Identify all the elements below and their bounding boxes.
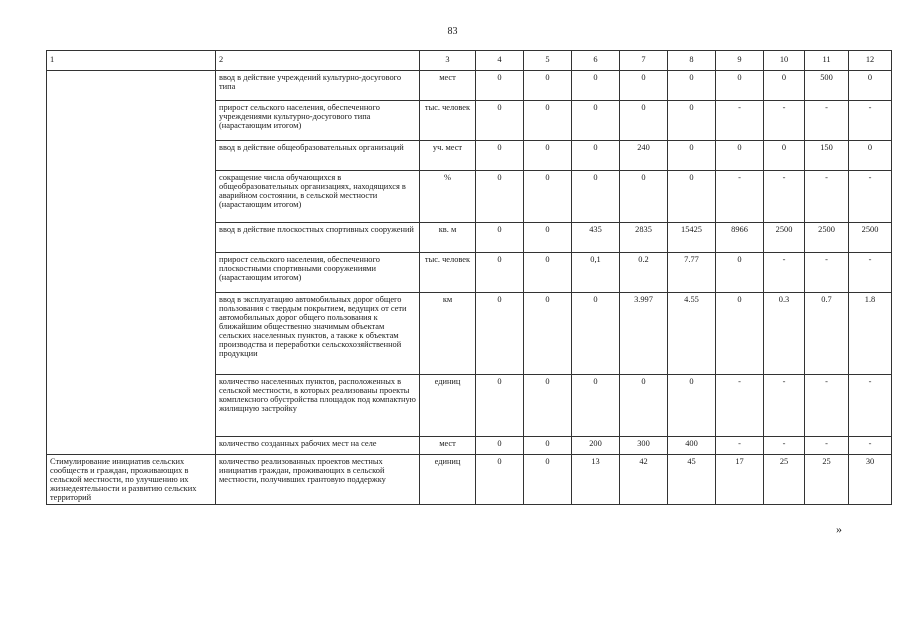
value-cell-col-12: - [849, 375, 892, 437]
value-cell-col-11: - [805, 253, 849, 293]
value-cell-col-4: 0 [476, 293, 524, 375]
value-cell-col-6: 0 [572, 293, 620, 375]
value-cell-col-4: 0 [476, 141, 524, 171]
value-cell-col-12: - [849, 437, 892, 455]
value-cell-col-12: - [849, 171, 892, 223]
value-cell-col-9: 0 [716, 71, 764, 101]
header-cell-5: 5 [524, 51, 572, 71]
value-cell-col-12: 0 [849, 141, 892, 171]
indicators-table [46, 50, 892, 505]
value-cell-col-11: - [805, 437, 849, 455]
unit-cell: км [420, 293, 476, 375]
value-cell-col-6: 0 [572, 71, 620, 101]
value-cell-col-4: 0 [476, 375, 524, 437]
table-row [47, 71, 892, 101]
value-cell-col-4: 0 [476, 171, 524, 223]
unit-cell: единиц [420, 375, 476, 437]
value-cell-col-4: 0 [476, 253, 524, 293]
indicator-name: прирост сельского населения, обеспеченного плоскостными спортивными сооружениями (нарастающим итогом) [216, 253, 420, 293]
value-cell-col-11: 500 [805, 71, 849, 101]
header-cell-6: 6 [572, 51, 620, 71]
unit-cell: тыс. человек [420, 101, 476, 141]
header-row [47, 51, 892, 71]
value-cell-col-8: 7.77 [668, 253, 716, 293]
value-cell-col-7: 0 [620, 101, 668, 141]
value-cell-col-8: 0 [668, 141, 716, 171]
value-cell-col-7: 3.997 [620, 293, 668, 375]
value-cell-col-7: 240 [620, 141, 668, 171]
value-cell-col-6: 0 [572, 171, 620, 223]
page-number: 83 [447, 26, 458, 37]
value-cell-col-8: 0 [668, 375, 716, 437]
closing-quote-mark: » [836, 522, 842, 536]
indicator-name: ввод в действие учреждений культурно-досугового типа [216, 71, 420, 101]
value-cell-col-5: 0 [524, 223, 572, 253]
value-cell-col-5: 0 [524, 253, 572, 293]
value-cell-col-8: 0 [668, 101, 716, 141]
unit-cell: мест [420, 71, 476, 101]
value-cell-col-5: 0 [524, 293, 572, 375]
value-cell-col-4: 0 [476, 437, 524, 455]
value-cell-col-12: 2500 [849, 223, 892, 253]
value-cell-col-9: - [716, 171, 764, 223]
indicator-name: количество населенных пунктов, расположенных в сельской местности, в которых реализованы проекты комплексного обустройства площадок под компактную жилищную застройку [216, 375, 420, 437]
value-cell-col-10: 2500 [764, 223, 805, 253]
value-cell-col-5: 0 [524, 455, 572, 505]
value-cell-col-10: 0 [764, 141, 805, 171]
unit-cell: % [420, 171, 476, 223]
unit-cell: единиц [420, 455, 476, 505]
value-cell-col-5: 0 [524, 101, 572, 141]
value-cell-col-9: 17 [716, 455, 764, 505]
value-cell-col-10: 0.3 [764, 293, 805, 375]
value-cell-col-4: 0 [476, 101, 524, 141]
header-cell-7: 7 [620, 51, 668, 71]
value-cell-col-8: 0 [668, 171, 716, 223]
indicator-name: ввод в эксплуатацию автомобильных дорог общего пользования с твердым покрытием, ведущих от сети автомобильных дорог общего пользования к ближайшим общественно значимым объектам сельских населенных пунктов, а также к объектам производства и переработки сельскохозяйственной продукции [216, 293, 420, 375]
value-cell-col-11: - [805, 101, 849, 141]
value-cell-col-10: 25 [764, 455, 805, 505]
value-cell-col-6: 0 [572, 375, 620, 437]
header-cell-12: 12 [849, 51, 892, 71]
header-cell-4: 4 [476, 51, 524, 71]
header-cell-1: 1 [47, 51, 216, 71]
value-cell-col-11: 2500 [805, 223, 849, 253]
value-cell-col-8: 15425 [668, 223, 716, 253]
value-cell-col-7: 0 [620, 71, 668, 101]
value-cell-col-11: 25 [805, 455, 849, 505]
value-cell-col-4: 0 [476, 455, 524, 505]
unit-cell: кв. м [420, 223, 476, 253]
value-cell-col-12: 30 [849, 455, 892, 505]
value-cell-col-9: - [716, 101, 764, 141]
header-cell-8: 8 [668, 51, 716, 71]
value-cell-col-9: 0 [716, 141, 764, 171]
value-cell-col-10: - [764, 375, 805, 437]
unit-cell: уч. мест [420, 141, 476, 171]
indicator-name: сокращение числа обучающихся в общеобразовательных организациях, находящихся в аварийном состоянии, в сельской местности (нарастающим итогом) [216, 171, 420, 223]
value-cell-col-7: 0 [620, 375, 668, 437]
value-cell-col-7: 42 [620, 455, 668, 505]
value-cell-col-11: - [805, 171, 849, 223]
value-cell-col-9: - [716, 437, 764, 455]
value-cell-col-10: - [764, 253, 805, 293]
value-cell-col-7: 0 [620, 171, 668, 223]
value-cell-col-5: 0 [524, 71, 572, 101]
header-cell-9: 9 [716, 51, 764, 71]
value-cell-col-7: 2835 [620, 223, 668, 253]
value-cell-col-9: 8966 [716, 223, 764, 253]
value-cell-col-5: 0 [524, 141, 572, 171]
value-cell-col-6: 435 [572, 223, 620, 253]
value-cell-col-8: 4.55 [668, 293, 716, 375]
value-cell-col-9: - [716, 375, 764, 437]
value-cell-col-11: 0.7 [805, 293, 849, 375]
indicator-name: ввод в действие общеобразовательных организаций [216, 141, 420, 171]
value-cell-col-11: 150 [805, 141, 849, 171]
value-cell-col-8: 0 [668, 71, 716, 101]
section-label: Стимулирование инициатив сельских сообществ и граждан, проживающих в сельской местности, по улучшению их жизнедеятельности и развитию сельских территорий [47, 455, 216, 505]
value-cell-col-6: 0 [572, 101, 620, 141]
value-cell-col-12: - [849, 253, 892, 293]
value-cell-col-7: 0.2 [620, 253, 668, 293]
header-cell-11: 11 [805, 51, 849, 71]
value-cell-col-9: 0 [716, 253, 764, 293]
header-cell-10: 10 [764, 51, 805, 71]
value-cell-col-6: 13 [572, 455, 620, 505]
value-cell-col-12: 1.8 [849, 293, 892, 375]
header-cell-2: 2 [216, 51, 420, 71]
indicator-name: количество реализованных проектов местных инициатив граждан, проживающих в сельской местности, получивших грантовую поддержку [216, 455, 420, 505]
value-cell-col-8: 400 [668, 437, 716, 455]
value-cell-col-5: 0 [524, 375, 572, 437]
value-cell-col-6: 0 [572, 141, 620, 171]
header-cell-3: 3 [420, 51, 476, 71]
value-cell-col-4: 0 [476, 223, 524, 253]
value-cell-col-11: - [805, 375, 849, 437]
value-cell-col-6: 200 [572, 437, 620, 455]
unit-cell: мест [420, 437, 476, 455]
table-row [47, 455, 892, 505]
section-cell-blank [47, 71, 216, 455]
value-cell-col-12: - [849, 101, 892, 141]
value-cell-col-5: 0 [524, 171, 572, 223]
indicator-name: прирост сельского населения, обеспеченного учреждениями культурно-досугового типа (нарастающим итогом) [216, 101, 420, 141]
value-cell-col-4: 0 [476, 71, 524, 101]
value-cell-col-7: 300 [620, 437, 668, 455]
value-cell-col-8: 45 [668, 455, 716, 505]
value-cell-col-9: 0 [716, 293, 764, 375]
value-cell-col-10: - [764, 437, 805, 455]
value-cell-col-5: 0 [524, 437, 572, 455]
value-cell-col-10: 0 [764, 71, 805, 101]
value-cell-col-6: 0,1 [572, 253, 620, 293]
value-cell-col-10: - [764, 101, 805, 141]
value-cell-col-10: - [764, 171, 805, 223]
indicator-name: ввод в действие плоскостных спортивных сооружений [216, 223, 420, 253]
indicator-name: количество созданных рабочих мест на селе [216, 437, 420, 455]
value-cell-col-12: 0 [849, 71, 892, 101]
unit-cell: тыс. человек [420, 253, 476, 293]
